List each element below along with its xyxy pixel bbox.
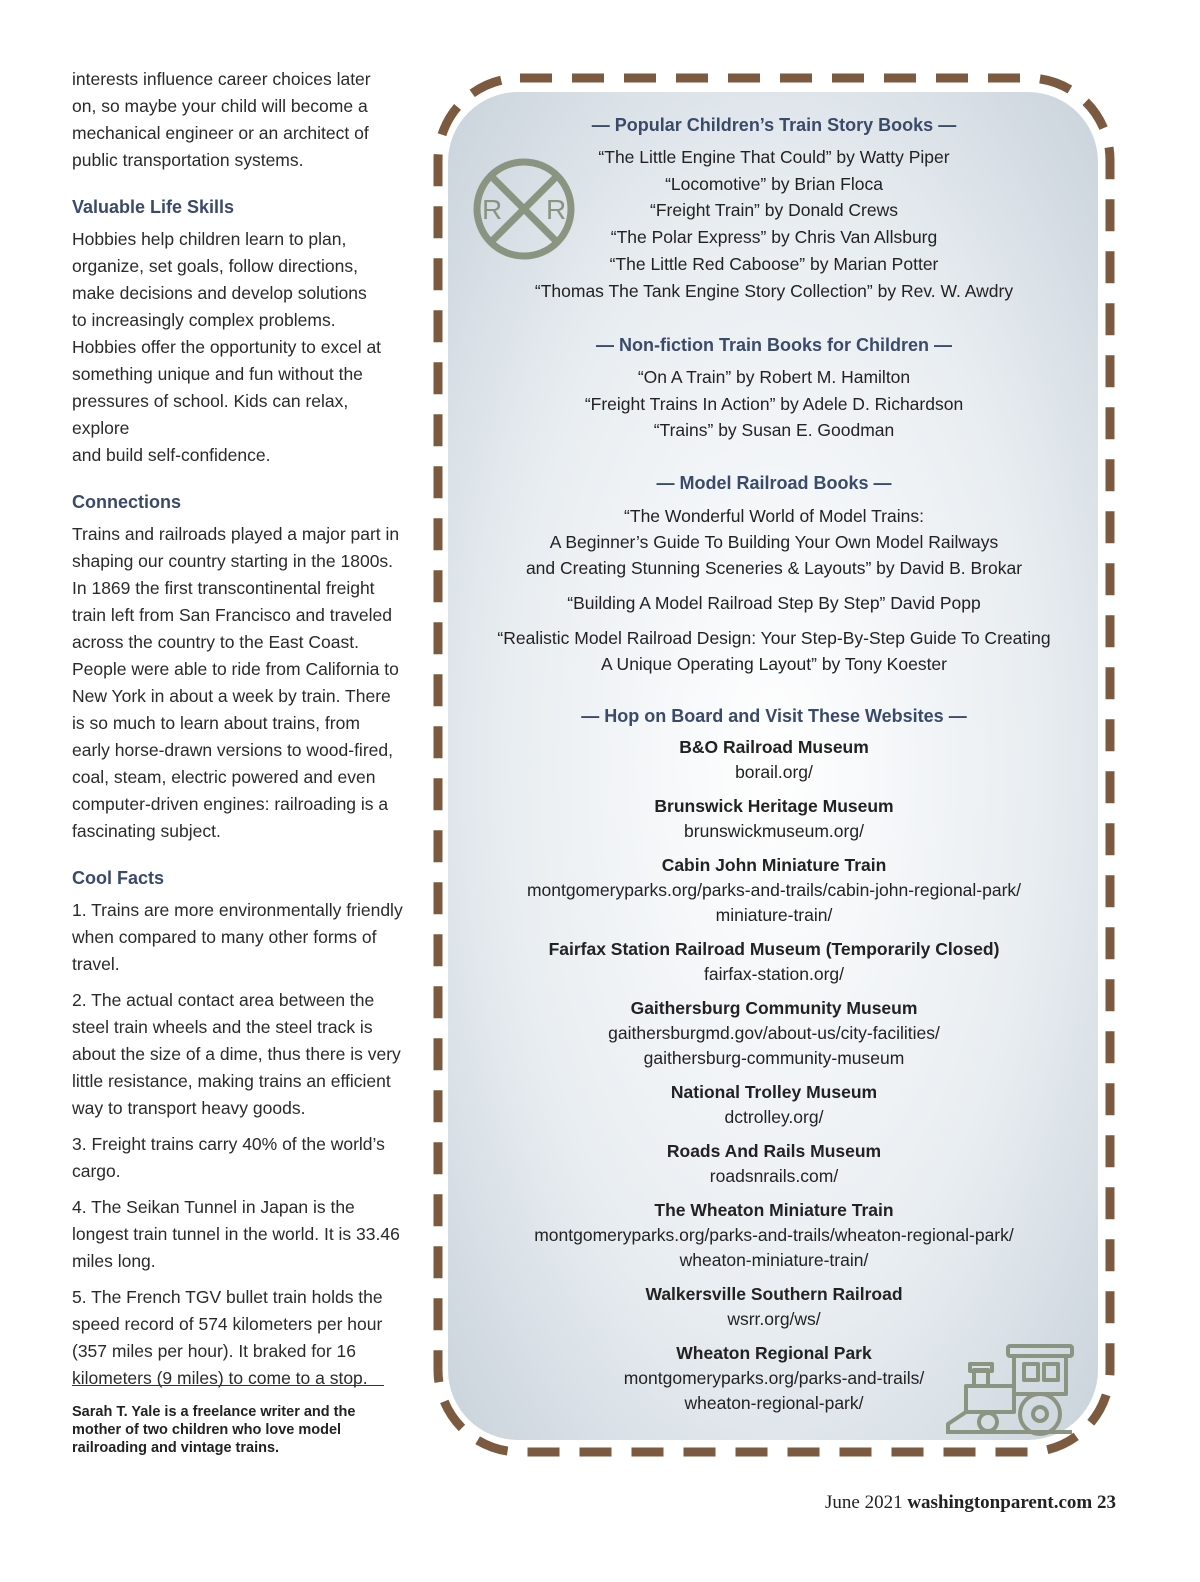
website-entry (450, 937, 1098, 987)
text-line: shaping our country starting in the 1800s. (72, 551, 394, 571)
section-heading-life-skills: Valuable Life Skills (72, 197, 235, 217)
site-url[interactable]: gaithersburgmd.gov/about-us/city-facilities/ (608, 1023, 940, 1043)
text-line: cargo. (72, 1161, 121, 1181)
life-skills-paragraph (72, 226, 407, 469)
story-books-heading: — Popular Children’s Train Story Books — (591, 115, 957, 135)
story-books-section (450, 115, 1098, 304)
website-entry (450, 996, 1098, 1071)
page-footer (825, 1492, 1116, 1514)
model-book-entry (450, 590, 1098, 616)
text-line: Hobbies help children learn to plan, (72, 229, 347, 249)
book-item: “On A Train” by Robert M. Hamilton (637, 367, 911, 387)
text-line: “The Wonderful World of Model Trains: (624, 506, 924, 526)
footer-site: washingtonparent.com (907, 1492, 1093, 1513)
site-url[interactable]: montgomeryparks.org/parks-and-trails/ (623, 1368, 925, 1388)
site-url[interactable]: dctrolley.org/ (724, 1107, 824, 1127)
site-url[interactable]: borail.org/ (735, 762, 813, 782)
fact-item (72, 987, 407, 1122)
fact-item (72, 897, 407, 978)
site-name: Wheaton Regional Park (676, 1343, 872, 1363)
text-line: early horse-drawn versions to wood-fired, (72, 740, 393, 760)
model-book-entry (450, 625, 1098, 677)
book-item: “The Little Engine That Could” by Watty Piper (598, 147, 950, 167)
text-line: and build self-confidence. (72, 445, 271, 465)
crossing-letter-right: R (546, 194, 567, 225)
text-line: A Unique Operating Layout” by Tony Koester (600, 654, 947, 674)
text-line: organize, set goals, follow directions, (72, 256, 358, 276)
site-url[interactable]: wsrr.org/ws/ (727, 1309, 821, 1329)
text-line: train left from San Francisco and traveled (72, 605, 393, 625)
text-line: 1. Trains are more environmentally friendly (72, 900, 403, 920)
text-line: Sarah T. Yale is a freelance writer and the (72, 1404, 356, 1420)
text-line: mechanical engineer or an architect of (72, 123, 369, 143)
bio-divider (72, 1385, 384, 1386)
footer-date: June 2021 (825, 1492, 903, 1513)
website-entry (450, 735, 1098, 785)
site-url[interactable]: gaithersburg-community-museum (643, 1048, 905, 1068)
book-item: “Locomotive” by Brian Floca (665, 173, 883, 194)
text-line: when compared to many other forms of (72, 927, 377, 947)
site-url[interactable]: roadsnrails.com/ (709, 1166, 839, 1186)
text-line: computer-driven engines: railroading is a (72, 794, 389, 814)
text-line: something unique and fun without the (72, 364, 363, 384)
book-item: “The Polar Express” by Chris Van Allsburg (610, 227, 938, 248)
model-books-section (450, 473, 1098, 677)
text-line: pressures of school. Kids can relax, explore (72, 391, 349, 438)
text-line: little resistance, making trains an efficient (72, 1071, 391, 1091)
text-line: People were able to ride from California to (72, 659, 399, 679)
book-item: “Freight Train” by Donald Crews (650, 200, 898, 221)
text-line: interests influence career choices later (72, 69, 371, 89)
nonfiction-section (450, 335, 1098, 444)
connections-paragraph (72, 521, 407, 845)
site-url[interactable]: montgomeryparks.org/parks-and-trails/cabin-john-regional-park/ (526, 880, 1022, 900)
book-item: “Freight Trains In Action” by Adele D. Richardson (584, 393, 964, 414)
fact-item (72, 1284, 407, 1392)
text-line: (357 miles per hour). It braked for 16 (72, 1341, 357, 1361)
text-line: travel. (72, 954, 120, 974)
text-line: kilometers (9 miles) to come to a stop. (72, 1368, 368, 1388)
section-heading-cool-facts: Cool Facts (72, 868, 165, 888)
crossing-letter-left: R (482, 194, 503, 225)
text-line: coal, steam, electric powered and even (72, 767, 376, 787)
text-line: 3. Freight trains carry 40% of the world’s (72, 1134, 385, 1154)
site-url[interactable]: montgomeryparks.org/parks-and-trails/wheaton-regional-park/ (534, 1225, 1014, 1245)
book-item: “Trains” by Susan E. Goodman (653, 420, 895, 441)
text-line: New York in about a week by train. There (72, 686, 391, 706)
website-entry (450, 794, 1098, 844)
article-column (72, 66, 407, 1401)
text-line: “Realistic Model Railroad Design: Your Step-By-Step Guide To Creating (497, 628, 1051, 648)
site-name: Gaithersburg Community Museum (630, 998, 918, 1018)
text-line: Trains and railroads played a major part in (72, 524, 400, 544)
site-name: Brunswick Heritage Museum (654, 796, 894, 816)
site-url[interactable]: miniature-train/ (715, 905, 833, 925)
site-url[interactable]: brunswickmuseum.org/ (684, 821, 864, 841)
site-name: Walkersville Southern Railroad (645, 1284, 903, 1304)
author-bio (72, 1403, 392, 1457)
fact-item (72, 1194, 407, 1275)
site-name: National Trolley Museum (670, 1082, 878, 1102)
site-name: Cabin John Miniature Train (661, 855, 887, 875)
text-line: about the size of a dime, thus there is very (72, 1044, 401, 1064)
text-line: fascinating subject. (72, 821, 221, 841)
text-line: steel train wheels and the steel track is (72, 1017, 373, 1037)
text-line: way to transport heavy goods. (72, 1098, 306, 1118)
site-url[interactable]: wheaton-regional-park/ (684, 1393, 864, 1413)
website-entry (450, 853, 1098, 928)
site-name: The Wheaton Miniature Train (654, 1200, 894, 1220)
text-line: 2. The actual contact area between the (72, 990, 375, 1010)
text-line: longest train tunnel in the world. It is 33.46 (72, 1224, 400, 1244)
site-name: B&O Railroad Museum (679, 737, 869, 757)
book-item: “The Little Red Caboose” by Marian Potter (609, 253, 939, 274)
text-line: In 1869 the first transcontinental freight (72, 578, 375, 598)
websites-heading: — Hop on Board and Visit These Websites — (581, 706, 967, 726)
model-book-entry (450, 503, 1098, 581)
resource-sidebar (450, 95, 1098, 1440)
text-line: 5. The French TGV bullet train holds the (72, 1287, 383, 1307)
fact-item (72, 1131, 407, 1185)
websites-section (450, 706, 1098, 1425)
site-url[interactable]: fairfax-station.org/ (703, 964, 845, 984)
site-name: Roads And Rails Museum (666, 1141, 882, 1161)
model-books-heading: — Model Railroad Books — (656, 473, 892, 493)
book-item: “Thomas The Tank Engine Story Collection” by Rev. W. Awdry (534, 280, 1014, 301)
section-heading-connections: Connections (72, 492, 182, 512)
text-line: make decisions and develop solutions (72, 283, 367, 303)
text-line: miles long. (72, 1251, 156, 1271)
text-line: A Beginner’s Guide To Building Your Own Model Railways (549, 532, 999, 552)
page-number: 23 (1097, 1492, 1116, 1513)
text-line: Hobbies offer the opportunity to excel at (72, 337, 382, 357)
text-line: on, so maybe your child will become a (72, 96, 368, 116)
site-name: Fairfax Station Railroad Museum (Temporarily Closed) (548, 939, 1000, 959)
text-line: speed record of 574 kilometers per hour (72, 1314, 383, 1334)
site-url[interactable]: wheaton-miniature-train/ (679, 1250, 869, 1270)
text-line: mother of two children who love model (72, 1422, 342, 1438)
website-entry (450, 1282, 1098, 1332)
text-line: and Creating Stunning Sceneries & Layouts” by David B. Brokar (525, 558, 1023, 578)
text-line: to increasingly complex problems. (72, 310, 336, 330)
text-line: public transportation systems. (72, 150, 304, 170)
text-line: 4. The Seikan Tunnel in Japan is the (72, 1197, 355, 1217)
text-line: is so much to learn about trains, from (72, 713, 360, 733)
text-line: across the country to the East Coast. (72, 632, 359, 652)
website-entry (450, 1341, 1098, 1416)
intro-paragraph (72, 66, 407, 174)
website-entry (450, 1198, 1098, 1273)
nonfiction-heading: — Non-fiction Train Books for Children — (595, 335, 952, 355)
website-entry (450, 1139, 1098, 1189)
text-line: railroading and vintage trains. (72, 1440, 280, 1456)
text-line: “Building A Model Railroad Step By Step” David Popp (567, 593, 981, 613)
website-entry (450, 1080, 1098, 1130)
